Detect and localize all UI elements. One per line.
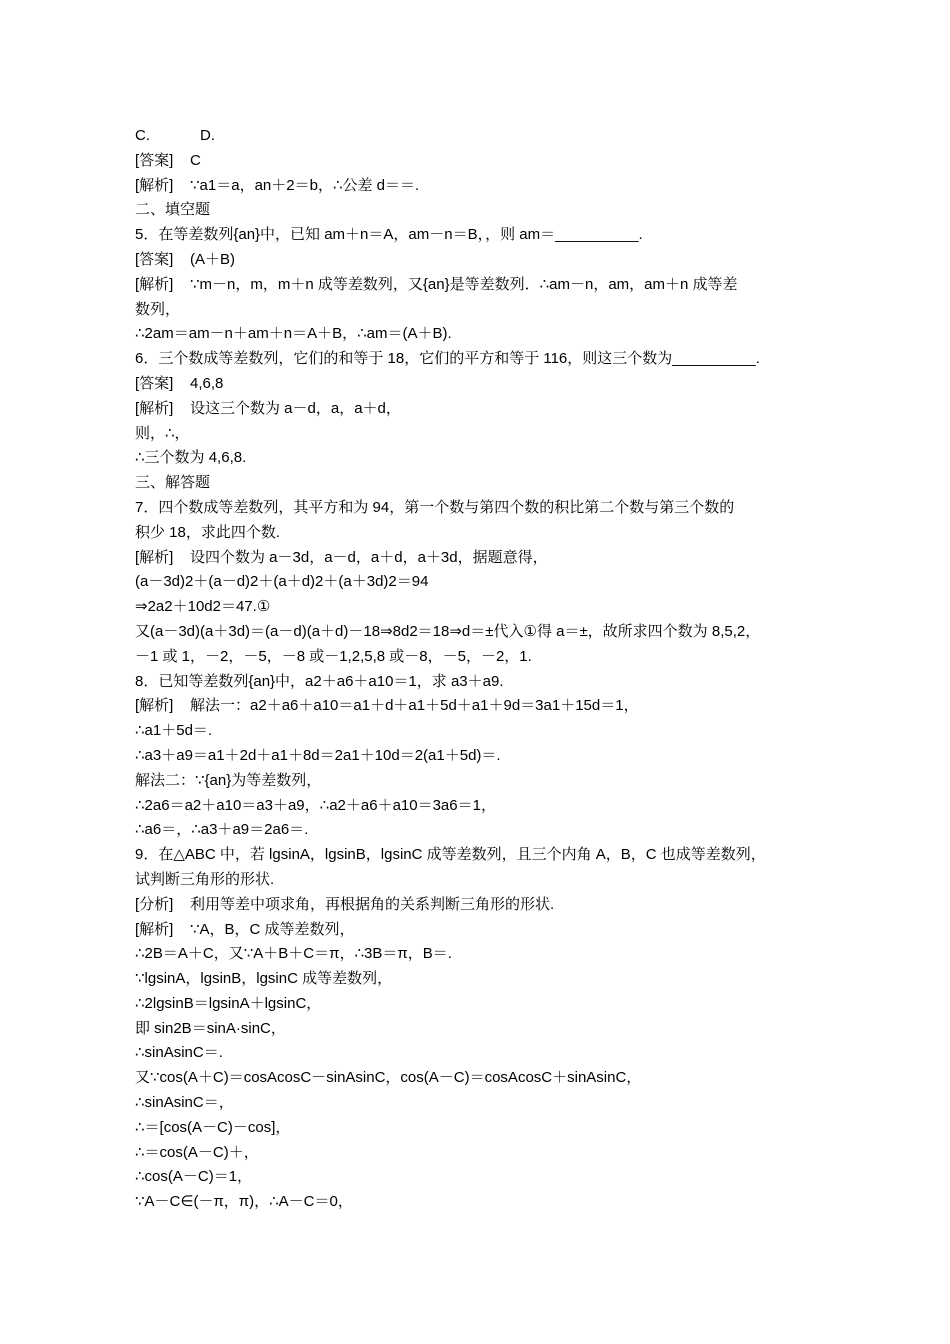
section-heading: 二、填空题 [135, 201, 211, 219]
text-line: 试判断三角形的形状. [135, 870, 275, 888]
analysis-line: [解析] 设这三个数为 a－d，a，a＋d， [135, 399, 401, 417]
text-line: ∴a6＝，∴a3＋a9＝2a6＝. [135, 821, 309, 839]
text-line: ∴2a6＝a2＋a10＝a3＋a9，∴a2＋a6＋a10＝3a6＝1， [135, 796, 496, 814]
question-8: 8．已知等差数列{an}中，a2＋a6＋a10＝1，求 a3＋a9. [135, 672, 504, 690]
text-line: ∴2am＝am－n＋am＋n＝A＋B，∴am＝(A＋B). [135, 325, 452, 343]
text-line: (a－3d)2＋(a－d)2＋(a＋d)2＋(a＋3d)2＝94 [135, 573, 429, 591]
text-line: ∴三个数为 4,6,8. [135, 449, 247, 467]
document-body [135, 124, 825, 1215]
analysis-line: [解析] 设四个数为 a－3d，a－d，a＋d，a＋3d，据题意得， [135, 548, 548, 566]
text-line: ∵A－C∈(－π，π)，∴A－C＝0， [135, 1193, 353, 1211]
answer-line: [答案] C [135, 151, 201, 169]
text-line: ∴2lgsinB＝lgsinA＋lgsinC， [135, 994, 322, 1012]
text-line: 积少 18，求此四个数. [135, 523, 281, 541]
text-line: ∴cos(A－C)＝1， [135, 1168, 253, 1186]
text-line: ∴sinAsinC＝. [135, 1044, 223, 1062]
section-heading: 三、解答题 [135, 474, 211, 492]
analysis-line: [解析] ∵m－n，m，m＋n 成等差数列，又{an}是等差数列．∴am－n，am，am＋n 成等差 [135, 275, 738, 293]
question-5: 5．在等差数列{an}中，已知 am＋n＝A，am－n＝B，，则 am＝__________. [135, 226, 643, 244]
text-line: ∴a1＋5d＝. [135, 722, 213, 740]
text-line: 即 sin2B＝sinA·sinC， [135, 1019, 286, 1037]
text-line: ∴＝cos(A－C)＋， [135, 1143, 259, 1161]
text-line: 又∵cos(A＋C)＝cosAcosC－sinAsinC，cos(A－C)＝cosAcosC＋sinAsinC， [135, 1069, 642, 1087]
question-7: 7．四个数成等差数列，其平方和为 94，第一个数与第四个数的积比第二个数与第三个数的 [135, 498, 735, 516]
question-6: 6．三个数成等差数列，它们的和等于 18，它们的平方和等于 116，则这三个数为__________. [135, 350, 760, 368]
text-line: ∴sinAsinC＝， [135, 1094, 234, 1112]
text-line: －1 或 1，－2，－5，－8 或－1,2,5,8 或－8，－5，－2，1. [135, 647, 532, 665]
analysis-note-line: [分析] 利用等差中项求角，再根据角的关系判断三角形的形状. [135, 895, 555, 913]
text-line: ∴＝[cos(A－C)－cos]， [135, 1118, 291, 1136]
analysis-line: [解析] 解法一：a2＋a6＋a10＝a1＋d＋a1＋5d＋a1＋9d＝3a1＋15d＝1， [135, 697, 639, 715]
text-line: ∵lgsinA，lgsinB，lgsinC 成等差数列， [135, 970, 393, 988]
text-line: 又(a－3d)(a＋3d)＝(a－d)(a＋d)－18⇒8d2＝18⇒d＝±代入①得 a＝±，故所求四个数为 8,5,2， [135, 622, 761, 640]
analysis-line: [解析] ∵a1＝a，an＋2＝b，∴公差 d＝＝. [135, 176, 420, 194]
text-line: 则，∴， [135, 424, 190, 442]
option-cd-line: C. D. [135, 127, 216, 144]
text-line: ∴a3＋a9＝a1＋2d＋a1＋8d＝2a1＋10d＝2(a1＋5d)＝. [135, 746, 501, 764]
question-9: 9．在△ABC 中，若 lgsinA，lgsinB，lgsinC 成等差数列，且三个内角 A，B，C 也成等差数列， [135, 846, 766, 864]
text-line: 解法二：∵{an}为等差数列， [135, 771, 322, 789]
answer-line: [答案] 4,6,8 [135, 374, 224, 392]
text-line: ⇒2a2＋10d2＝47.① [135, 598, 271, 616]
answer-line: [答案] (A＋B) [135, 250, 236, 268]
analysis-line: [解析] ∵A，B，C 成等差数列， [135, 920, 355, 938]
text-line: 数列， [135, 300, 181, 318]
text-line: ∴2B＝A＋C，又∵A＋B＋C＝π，∴3B＝π，B＝. [135, 945, 452, 963]
